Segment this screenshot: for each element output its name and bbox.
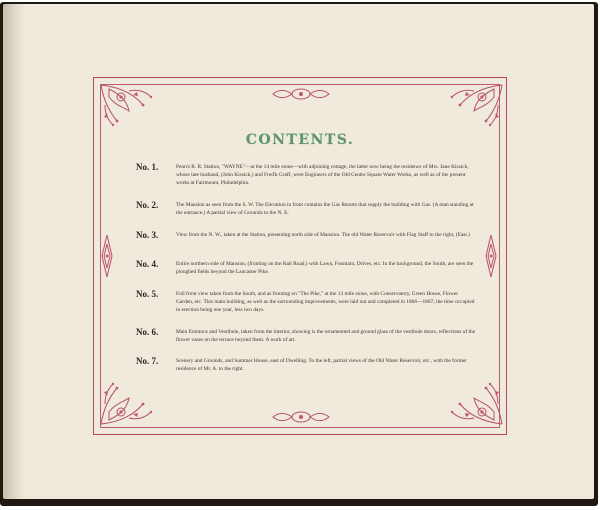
entry-number: No. 1. — [136, 162, 159, 172]
corner-ornament-icon — [438, 380, 504, 426]
entry-number: No. 2. — [136, 200, 159, 210]
entry-number: No. 6. — [136, 327, 159, 337]
contents-entry — [136, 288, 476, 326]
entry-number: No. 4. — [136, 259, 159, 269]
corner-ornament-icon — [438, 83, 504, 129]
page-title: CONTENTS. — [245, 132, 355, 148]
entry-number: No. 5. — [136, 289, 159, 299]
entry-number: No. 3. — [136, 230, 159, 240]
medallion-ornament-icon — [271, 410, 331, 424]
diamond-ornament-icon — [485, 234, 497, 278]
page-gutter-shadow — [3, 4, 25, 499]
entry-description: Entire northern side of Mansion, (fronting on the Rail Road,) with Lawn, Fountain, Drives, etc. In the background, the South, are seen the ploughed fields beyond the Lancaster Pike. — [176, 261, 474, 275]
contents-entry — [136, 161, 476, 199]
entry-description: Scenery and Grounds, and Summer House, east of Dwelling. To the left, partial views of the Old Water Reservoir, etc., with the former residence of Mr. A. to the right. — [176, 358, 467, 372]
corner-ornament-icon — [99, 83, 165, 129]
contents-entry — [136, 355, 476, 377]
entry-number: No. 7. — [136, 356, 159, 366]
contents-entry — [136, 326, 476, 355]
diamond-ornament-icon — [101, 234, 113, 278]
contents-list — [136, 161, 476, 377]
entry-description: Full front view taken from the South, and as fronting on "The Pike," at the 13 mile stone, with Conservatory, Green House, Flower Garden, etc. This main building, as well as the surrounding improvements, were laid out and completed in 1866—1867; the time occupied in erection being one year, less two days. — [176, 291, 475, 313]
corner-ornament-icon — [99, 380, 165, 426]
contents-entry — [136, 199, 476, 229]
entry-description: View from the N. W., taken at the Station, presenting north side of Mansion. The old Water Reservoir with Flag Staff to the right, (East.) — [176, 232, 471, 238]
entry-description: The Mansion as seen from the S. W. The Elevation in front contains the Gas Retorts that supply the building with Gas. (A man standing at the entrance.) A partial view of Grounds to the N. E. — [176, 202, 474, 216]
entry-description: Penn's R. R. Station, "WAYNE"—at the 14 mile stone—with adjoining cottage, the latter now being the residence of Mrs. Jane Kissick, whose late husband, (John Kissick,) and Fred'k Graff, were Engineers of the Old Centre Square Water Works, as well as of the present works at Fairmount, Philadelphia. — [176, 164, 469, 186]
contents-entry — [136, 258, 476, 288]
medallion-ornament-icon — [271, 87, 331, 101]
entry-description: Main Entrance and Vestibule, taken from the interior, showing is the ornamented and ground glass of the vestibule doors, reflections of the flower vases on the terrace beyond them. A work of art. — [176, 329, 476, 343]
contents-entry — [136, 229, 476, 258]
